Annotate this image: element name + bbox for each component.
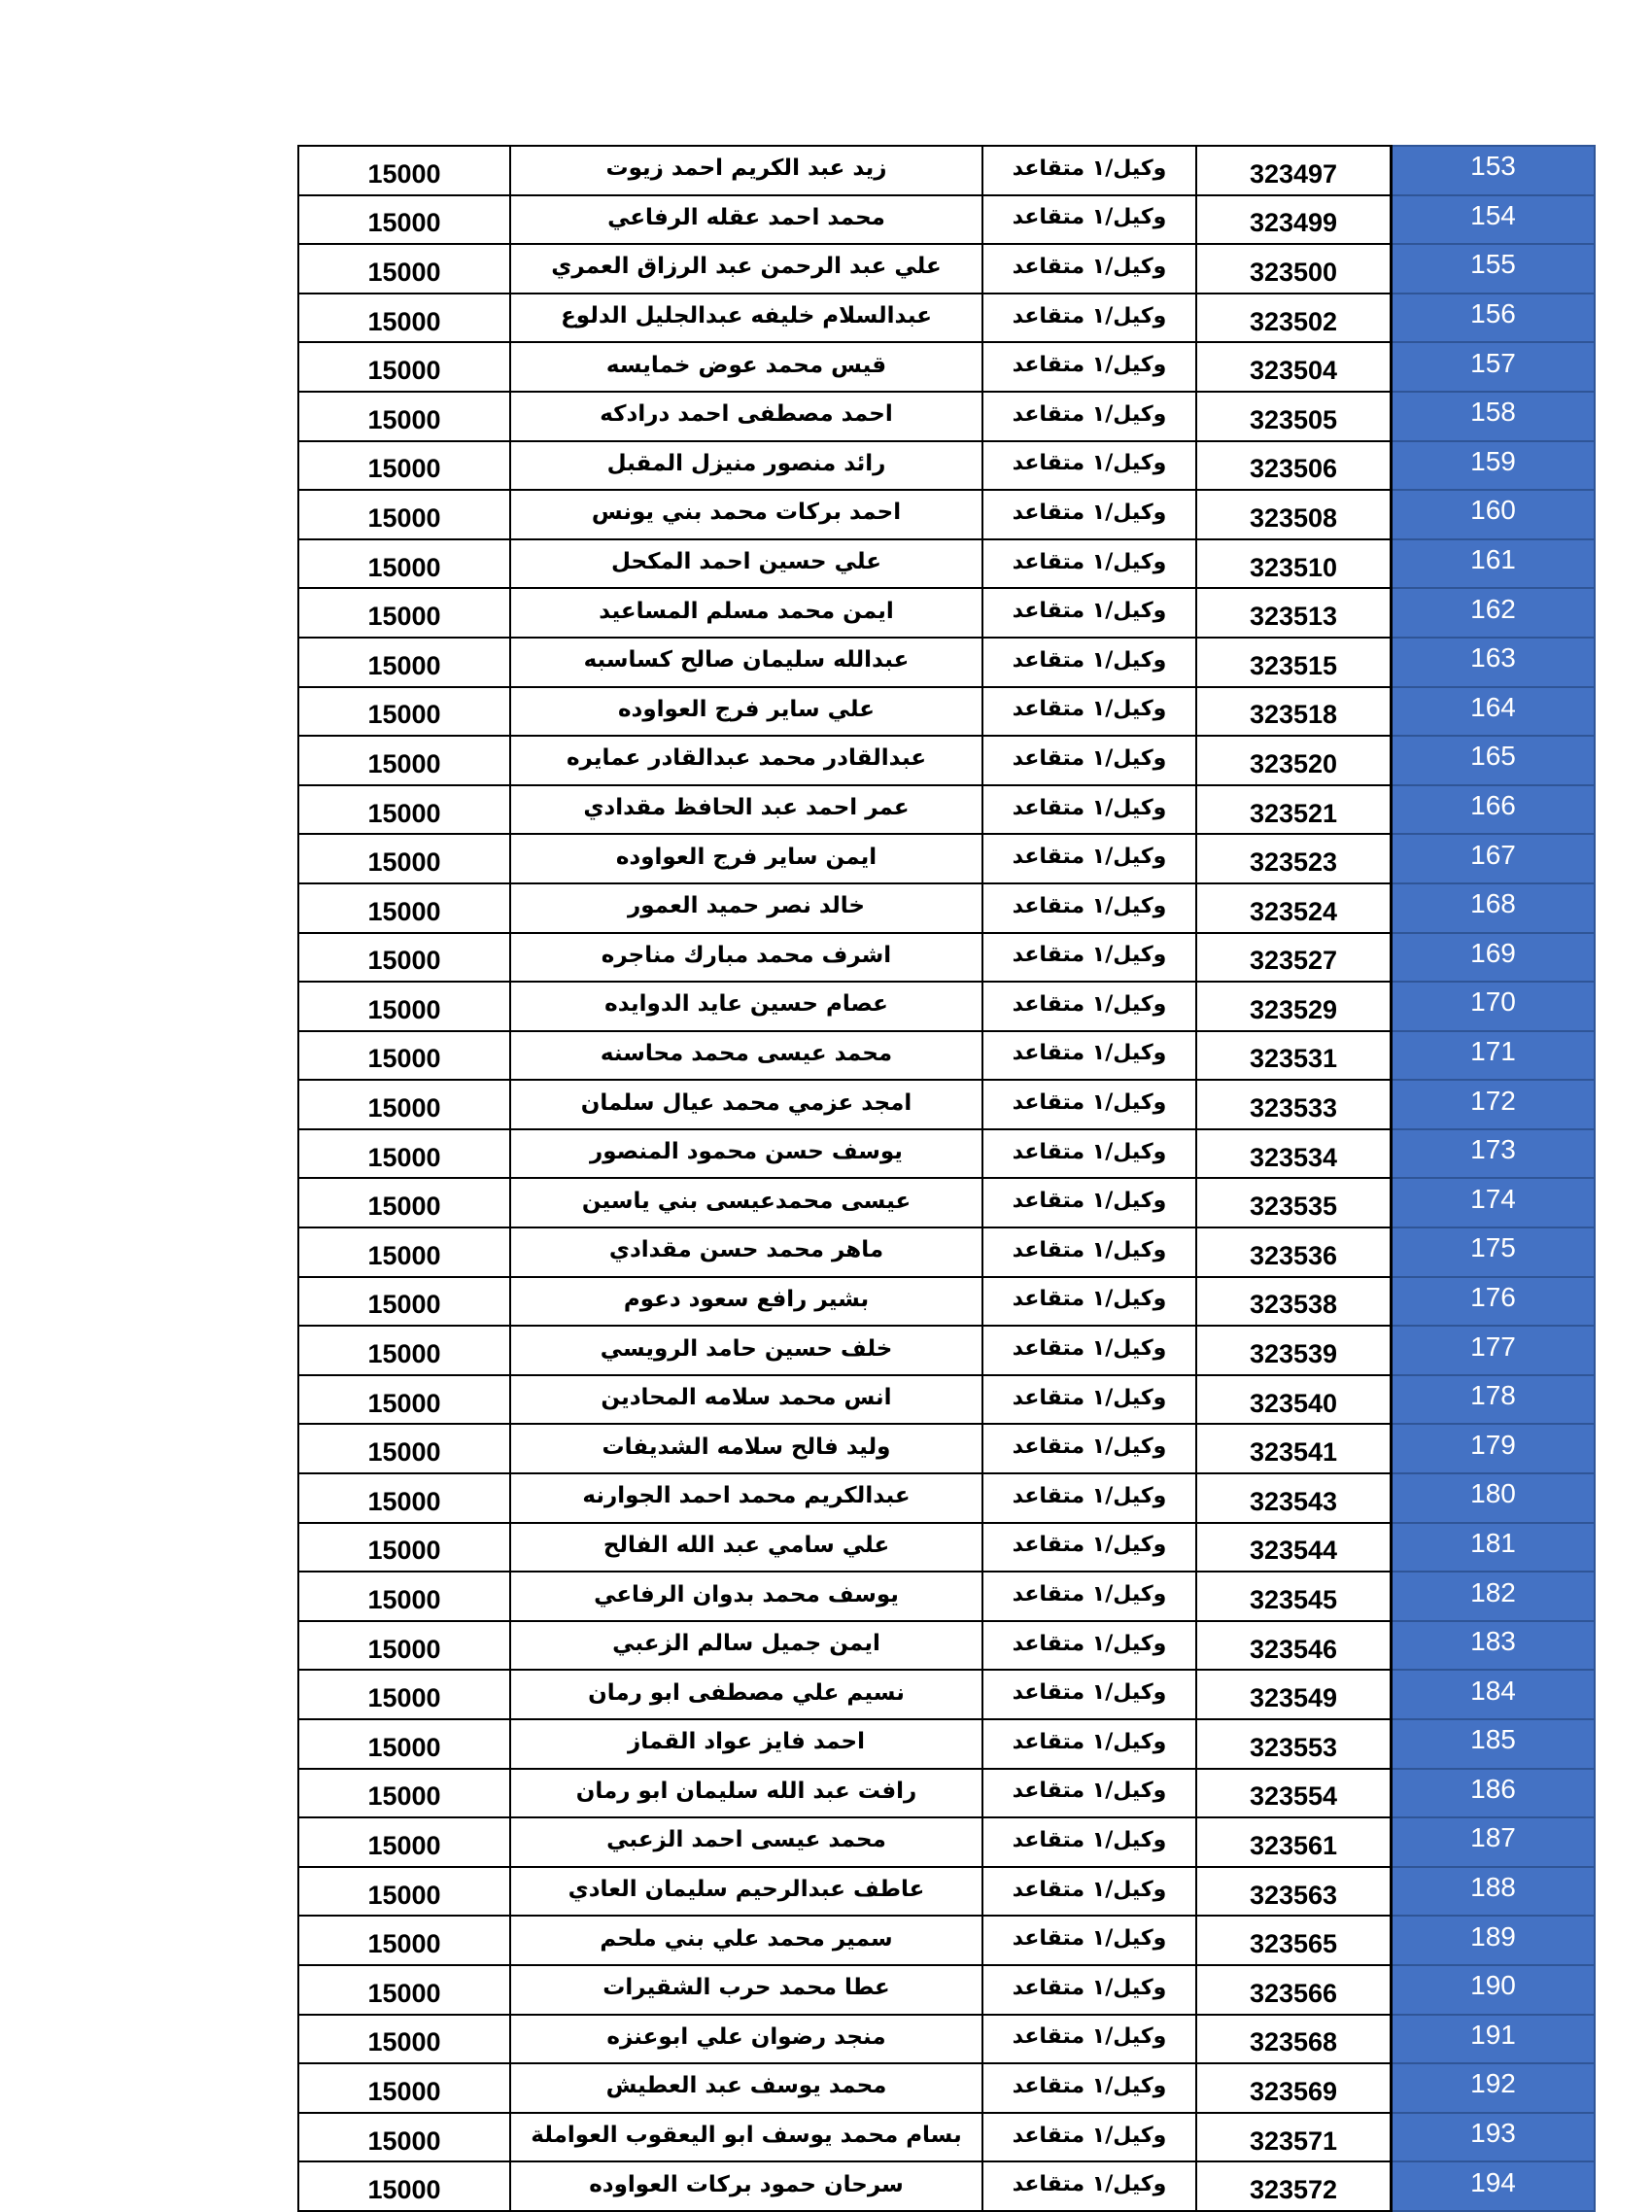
rank-cell: وكيل/١ متقاعد <box>982 588 1196 638</box>
name-cell: بسام محمد يوسف ابو اليعقوب العواملة <box>510 2113 982 2162</box>
table-row <box>298 392 1595 441</box>
id-number-cell: 323571 <box>1196 2113 1392 2162</box>
name-cell: ماهر محمد حسن مقدادي <box>510 1227 982 1277</box>
sequence-number-cell: 185 <box>1392 1719 1596 1769</box>
name-cell: عاطف عبدالرحيم سليمان العادي <box>510 1867 982 1917</box>
sequence-number-cell: 182 <box>1392 1572 1596 1621</box>
rank-cell: وكيل/١ متقاعد <box>982 146 1196 195</box>
table-row <box>298 834 1595 883</box>
amount-cell: 15000 <box>298 1178 510 1227</box>
amount-cell: 15000 <box>298 933 510 983</box>
table-row <box>298 1916 1595 1965</box>
sequence-number-cell: 174 <box>1392 1178 1596 1227</box>
amount-cell: 15000 <box>298 2015 510 2064</box>
rank-cell: وكيل/١ متقاعد <box>982 539 1196 589</box>
sequence-number-cell: 170 <box>1392 982 1596 1031</box>
id-number-cell: 323553 <box>1196 1719 1392 1769</box>
table-row <box>298 1277 1595 1327</box>
amount-cell: 15000 <box>298 195 510 245</box>
sequence-number-cell: 181 <box>1392 1523 1596 1573</box>
id-number-cell: 323508 <box>1196 490 1392 539</box>
table-row <box>298 490 1595 539</box>
id-number-cell: 323561 <box>1196 1817 1392 1867</box>
table-row <box>298 638 1595 687</box>
sequence-number-cell: 160 <box>1392 490 1596 539</box>
rank-cell: وكيل/١ متقاعد <box>982 1523 1196 1573</box>
amount-cell: 15000 <box>298 1031 510 1081</box>
name-cell: احمد مصطفى احمد درادكه <box>510 392 982 441</box>
rank-cell: وكيل/١ متقاعد <box>982 2063 1196 2113</box>
amount-cell: 15000 <box>298 1129 510 1179</box>
name-cell: ايمن جميل سالم الزعبي <box>510 1621 982 1671</box>
sequence-number-cell: 186 <box>1392 1769 1596 1818</box>
id-number-cell: 323535 <box>1196 1178 1392 1227</box>
sequence-number-cell: 166 <box>1392 785 1596 835</box>
sequence-number-cell: 162 <box>1392 588 1596 638</box>
name-cell: احمد بركات محمد بني يونس <box>510 490 982 539</box>
sequence-number-cell: 178 <box>1392 1375 1596 1425</box>
amount-cell: 15000 <box>298 1670 510 1719</box>
table-row <box>298 1424 1595 1473</box>
rank-cell: وكيل/١ متقاعد <box>982 1817 1196 1867</box>
id-number-cell: 323531 <box>1196 1031 1392 1081</box>
amount-cell: 15000 <box>298 982 510 1031</box>
id-number-cell: 323533 <box>1196 1080 1392 1129</box>
id-number-cell: 323568 <box>1196 2015 1392 2064</box>
rank-cell: وكيل/١ متقاعد <box>982 834 1196 883</box>
id-number-cell: 323566 <box>1196 1965 1392 2015</box>
name-cell: علي حسين احمد المكحل <box>510 539 982 589</box>
name-cell: خالد نصر حميد العمور <box>510 883 982 933</box>
sequence-number-cell: 154 <box>1392 195 1596 245</box>
amount-cell: 15000 <box>298 1523 510 1573</box>
rank-cell: وكيل/١ متقاعد <box>982 490 1196 539</box>
table-row <box>298 1817 1595 1867</box>
name-cell: عبدالقادر محمد عبدالقادر عمايره <box>510 736 982 785</box>
id-number-cell: 323536 <box>1196 1227 1392 1277</box>
amount-cell: 15000 <box>298 687 510 737</box>
sequence-number-cell: 164 <box>1392 687 1596 737</box>
id-number-cell: 323546 <box>1196 1621 1392 1671</box>
name-cell: سمير محمد علي بني ملحم <box>510 1916 982 1965</box>
rank-cell: وكيل/١ متقاعد <box>982 1326 1196 1375</box>
name-cell: عيسى محمدعيسى بني ياسين <box>510 1178 982 1227</box>
name-cell: علي ساير فرج العواوده <box>510 687 982 737</box>
table-row <box>298 1965 1595 2015</box>
amount-cell: 15000 <box>298 1277 510 1327</box>
table-row <box>298 1867 1595 1917</box>
id-number-cell: 323572 <box>1196 2161 1392 2211</box>
table-row <box>298 1031 1595 1081</box>
rank-cell: وكيل/١ متقاعد <box>982 1473 1196 1523</box>
sequence-number-cell: 191 <box>1392 2015 1596 2064</box>
id-number-cell: 323513 <box>1196 588 1392 638</box>
id-number-cell: 323527 <box>1196 933 1392 983</box>
personnel-table <box>297 145 1596 2212</box>
name-cell: يوسف محمد بدوان الرفاعي <box>510 1572 982 1621</box>
id-number-cell: 323515 <box>1196 638 1392 687</box>
table-row <box>298 441 1595 491</box>
sequence-number-cell: 189 <box>1392 1916 1596 1965</box>
amount-cell: 15000 <box>298 785 510 835</box>
sequence-number-cell: 165 <box>1392 736 1596 785</box>
id-number-cell: 323543 <box>1196 1473 1392 1523</box>
table-row <box>298 1670 1595 1719</box>
table-row <box>298 1129 1595 1179</box>
id-number-cell: 323539 <box>1196 1326 1392 1375</box>
rank-cell: وكيل/١ متقاعد <box>982 1277 1196 1327</box>
sequence-number-cell: 155 <box>1392 244 1596 294</box>
sequence-number-cell: 180 <box>1392 1473 1596 1523</box>
id-number-cell: 323541 <box>1196 1424 1392 1473</box>
rank-cell: وكيل/١ متقاعد <box>982 1670 1196 1719</box>
table-row <box>298 2161 1595 2211</box>
amount-cell: 15000 <box>298 539 510 589</box>
table-row <box>298 1473 1595 1523</box>
sequence-number-cell: 171 <box>1392 1031 1596 1081</box>
amount-cell: 15000 <box>298 244 510 294</box>
table-row <box>298 1719 1595 1769</box>
table-row <box>298 588 1595 638</box>
name-cell: محمد عيسى احمد الزعبي <box>510 1817 982 1867</box>
id-number-cell: 323499 <box>1196 195 1392 245</box>
sequence-number-cell: 193 <box>1392 2113 1596 2162</box>
name-cell: اشرف محمد مبارك مناجره <box>510 933 982 983</box>
rank-cell: وكيل/١ متقاعد <box>982 2015 1196 2064</box>
amount-cell: 15000 <box>298 441 510 491</box>
name-cell: علي سامي عبد الله الفالح <box>510 1523 982 1573</box>
sequence-number-cell: 192 <box>1392 2063 1596 2113</box>
id-number-cell: 323504 <box>1196 342 1392 392</box>
sequence-number-cell: 172 <box>1392 1080 1596 1129</box>
sequence-number-cell: 169 <box>1392 933 1596 983</box>
amount-cell: 15000 <box>298 2161 510 2211</box>
name-cell: امجد عزمي محمد عيال سلمان <box>510 1080 982 1129</box>
amount-cell: 15000 <box>298 1227 510 1277</box>
sequence-number-cell: 184 <box>1392 1670 1596 1719</box>
table-row <box>298 1769 1595 1818</box>
rank-cell: وكيل/١ متقاعد <box>982 1769 1196 1818</box>
name-cell: عبدالله سليمان صالح كساسبه <box>510 638 982 687</box>
amount-cell: 15000 <box>298 834 510 883</box>
table-row <box>298 883 1595 933</box>
name-cell: علي عبد الرحمن عبد الرزاق العمري <box>510 244 982 294</box>
name-cell: ايمن محمد مسلم المساعيد <box>510 588 982 638</box>
rank-cell: وكيل/١ متقاعد <box>982 1129 1196 1179</box>
sequence-number-cell: 188 <box>1392 1867 1596 1917</box>
rank-cell: وكيل/١ متقاعد <box>982 1621 1196 1671</box>
name-cell: يوسف حسن محمود المنصور <box>510 1129 982 1179</box>
table-row <box>298 933 1595 983</box>
rank-cell: وكيل/١ متقاعد <box>982 687 1196 737</box>
id-number-cell: 323538 <box>1196 1277 1392 1327</box>
rank-cell: وكيل/١ متقاعد <box>982 736 1196 785</box>
rank-cell: وكيل/١ متقاعد <box>982 1080 1196 1129</box>
name-cell: محمد يوسف عبد العطيش <box>510 2063 982 2113</box>
id-number-cell: 323510 <box>1196 539 1392 589</box>
rank-cell: وكيل/١ متقاعد <box>982 2161 1196 2211</box>
rank-cell: وكيل/١ متقاعد <box>982 1424 1196 1473</box>
table-row <box>298 1572 1595 1621</box>
rank-cell: وكيل/١ متقاعد <box>982 441 1196 491</box>
table-row <box>298 1621 1595 1671</box>
name-cell: عصام حسين عايد الدوايده <box>510 982 982 1031</box>
id-number-cell: 323505 <box>1196 392 1392 441</box>
amount-cell: 15000 <box>298 2063 510 2113</box>
amount-cell: 15000 <box>298 1473 510 1523</box>
amount-cell: 15000 <box>298 1080 510 1129</box>
name-cell: خلف حسين حامد الرويسي <box>510 1326 982 1375</box>
table-row <box>298 2063 1595 2113</box>
sequence-number-cell: 159 <box>1392 441 1596 491</box>
table-row <box>298 982 1595 1031</box>
sequence-number-cell: 190 <box>1392 1965 1596 2015</box>
table-row <box>298 687 1595 737</box>
table-row <box>298 342 1595 392</box>
amount-cell: 15000 <box>298 1719 510 1769</box>
amount-cell: 15000 <box>298 1817 510 1867</box>
table-row <box>298 1178 1595 1227</box>
sequence-number-cell: 176 <box>1392 1277 1596 1327</box>
table-row <box>298 195 1595 245</box>
id-number-cell: 323565 <box>1196 1916 1392 1965</box>
name-cell: انس محمد سلامه المحادين <box>510 1375 982 1425</box>
name-cell: ايمن ساير فرج العواوده <box>510 834 982 883</box>
table-row <box>298 1523 1595 1573</box>
id-number-cell: 323518 <box>1196 687 1392 737</box>
rank-cell: وكيل/١ متقاعد <box>982 883 1196 933</box>
amount-cell: 15000 <box>298 2113 510 2162</box>
table-row <box>298 2015 1595 2064</box>
name-cell: منجد رضوان علي ابوعنزه <box>510 2015 982 2064</box>
sequence-number-cell: 156 <box>1392 294 1596 343</box>
amount-cell: 15000 <box>298 1326 510 1375</box>
rank-cell: وكيل/١ متقاعد <box>982 342 1196 392</box>
amount-cell: 15000 <box>298 638 510 687</box>
table-row <box>298 539 1595 589</box>
amount-cell: 15000 <box>298 342 510 392</box>
table-row <box>298 1080 1595 1129</box>
rank-cell: وكيل/١ متقاعد <box>982 1031 1196 1081</box>
table-row <box>298 244 1595 294</box>
name-cell: محمد احمد عقله الرفاعي <box>510 195 982 245</box>
name-cell: رافت عبد الله سليمان ابو رمان <box>510 1769 982 1818</box>
rank-cell: وكيل/١ متقاعد <box>982 195 1196 245</box>
amount-cell: 15000 <box>298 883 510 933</box>
table-body <box>298 146 1595 2211</box>
amount-cell: 15000 <box>298 736 510 785</box>
amount-cell: 15000 <box>298 294 510 343</box>
table-row <box>298 1375 1595 1425</box>
rank-cell: وكيل/١ متقاعد <box>982 638 1196 687</box>
table-row <box>298 785 1595 835</box>
id-number-cell: 323524 <box>1196 883 1392 933</box>
rank-cell: وكيل/١ متقاعد <box>982 1965 1196 2015</box>
rank-cell: وكيل/١ متقاعد <box>982 392 1196 441</box>
sequence-number-cell: 167 <box>1392 834 1596 883</box>
rank-cell: وكيل/١ متقاعد <box>982 1572 1196 1621</box>
sequence-number-cell: 187 <box>1392 1817 1596 1867</box>
rank-cell: وكيل/١ متقاعد <box>982 1719 1196 1769</box>
table-row <box>298 146 1595 195</box>
rank-cell: وكيل/١ متقاعد <box>982 294 1196 343</box>
sequence-number-cell: 168 <box>1392 883 1596 933</box>
amount-cell: 15000 <box>298 1867 510 1917</box>
rank-cell: وكيل/١ متقاعد <box>982 785 1196 835</box>
rank-cell: وكيل/١ متقاعد <box>982 2113 1196 2162</box>
rank-cell: وكيل/١ متقاعد <box>982 1867 1196 1917</box>
id-number-cell: 323497 <box>1196 146 1392 195</box>
rank-cell: وكيل/١ متقاعد <box>982 933 1196 983</box>
amount-cell: 15000 <box>298 588 510 638</box>
id-number-cell: 323569 <box>1196 2063 1392 2113</box>
name-cell: بشير رافع سعود دعوم <box>510 1277 982 1327</box>
name-cell: نسيم علي مصطفى ابو رمان <box>510 1670 982 1719</box>
rank-cell: وكيل/١ متقاعد <box>982 244 1196 294</box>
amount-cell: 15000 <box>298 392 510 441</box>
table-row <box>298 2113 1595 2162</box>
amount-cell: 15000 <box>298 1769 510 1818</box>
sequence-number-cell: 183 <box>1392 1621 1596 1671</box>
rank-cell: وكيل/١ متقاعد <box>982 1375 1196 1425</box>
table-row <box>298 736 1595 785</box>
id-number-cell: 323540 <box>1196 1375 1392 1425</box>
id-number-cell: 323544 <box>1196 1523 1392 1573</box>
sequence-number-cell: 157 <box>1392 342 1596 392</box>
id-number-cell: 323554 <box>1196 1769 1392 1818</box>
amount-cell: 15000 <box>298 1621 510 1671</box>
amount-cell: 15000 <box>298 1375 510 1425</box>
id-number-cell: 323523 <box>1196 834 1392 883</box>
rank-cell: وكيل/١ متقاعد <box>982 1178 1196 1227</box>
id-number-cell: 323521 <box>1196 785 1392 835</box>
sequence-number-cell: 158 <box>1392 392 1596 441</box>
amount-cell: 15000 <box>298 1424 510 1473</box>
id-number-cell: 323563 <box>1196 1867 1392 1917</box>
rank-cell: وكيل/١ متقاعد <box>982 1227 1196 1277</box>
name-cell: احمد فايز عواد القماز <box>510 1719 982 1769</box>
name-cell: قيس محمد عوض خمايسه <box>510 342 982 392</box>
sequence-number-cell: 153 <box>1392 146 1596 195</box>
name-cell: زيد عبد الكريم احمد زيوت <box>510 146 982 195</box>
sequence-number-cell: 177 <box>1392 1326 1596 1375</box>
sequence-number-cell: 161 <box>1392 539 1596 589</box>
amount-cell: 15000 <box>298 1916 510 1965</box>
table-row <box>298 1326 1595 1375</box>
name-cell: سرحان حمود بركات العواوده <box>510 2161 982 2211</box>
id-number-cell: 323534 <box>1196 1129 1392 1179</box>
amount-cell: 15000 <box>298 146 510 195</box>
name-cell: عمر احمد عبد الحافظ مقدادي <box>510 785 982 835</box>
name-cell: عبدالكريم محمد احمد الجوارنه <box>510 1473 982 1523</box>
sequence-number-cell: 163 <box>1392 638 1596 687</box>
name-cell: عطا محمد حرب الشقيرات <box>510 1965 982 2015</box>
id-number-cell: 323500 <box>1196 244 1392 294</box>
table-row <box>298 1227 1595 1277</box>
sequence-number-cell: 179 <box>1392 1424 1596 1473</box>
name-cell: وليد فالح سلامه الشديفات <box>510 1424 982 1473</box>
table-row <box>298 294 1595 343</box>
id-number-cell: 323549 <box>1196 1670 1392 1719</box>
rank-cell: وكيل/١ متقاعد <box>982 982 1196 1031</box>
amount-cell: 15000 <box>298 1572 510 1621</box>
sequence-number-cell: 173 <box>1392 1129 1596 1179</box>
name-cell: محمد عيسى محمد محاسنه <box>510 1031 982 1081</box>
rank-cell: وكيل/١ متقاعد <box>982 1916 1196 1965</box>
amount-cell: 15000 <box>298 490 510 539</box>
id-number-cell: 323520 <box>1196 736 1392 785</box>
sequence-number-cell: 175 <box>1392 1227 1596 1277</box>
id-number-cell: 323506 <box>1196 441 1392 491</box>
id-number-cell: 323545 <box>1196 1572 1392 1621</box>
id-number-cell: 323529 <box>1196 982 1392 1031</box>
name-cell: رائد منصور منيزل المقبل <box>510 441 982 491</box>
name-cell: عبدالسلام خليفه عبدالجليل الدلوع <box>510 294 982 343</box>
id-number-cell: 323502 <box>1196 294 1392 343</box>
sequence-number-cell: 194 <box>1392 2161 1596 2211</box>
amount-cell: 15000 <box>298 1965 510 2015</box>
